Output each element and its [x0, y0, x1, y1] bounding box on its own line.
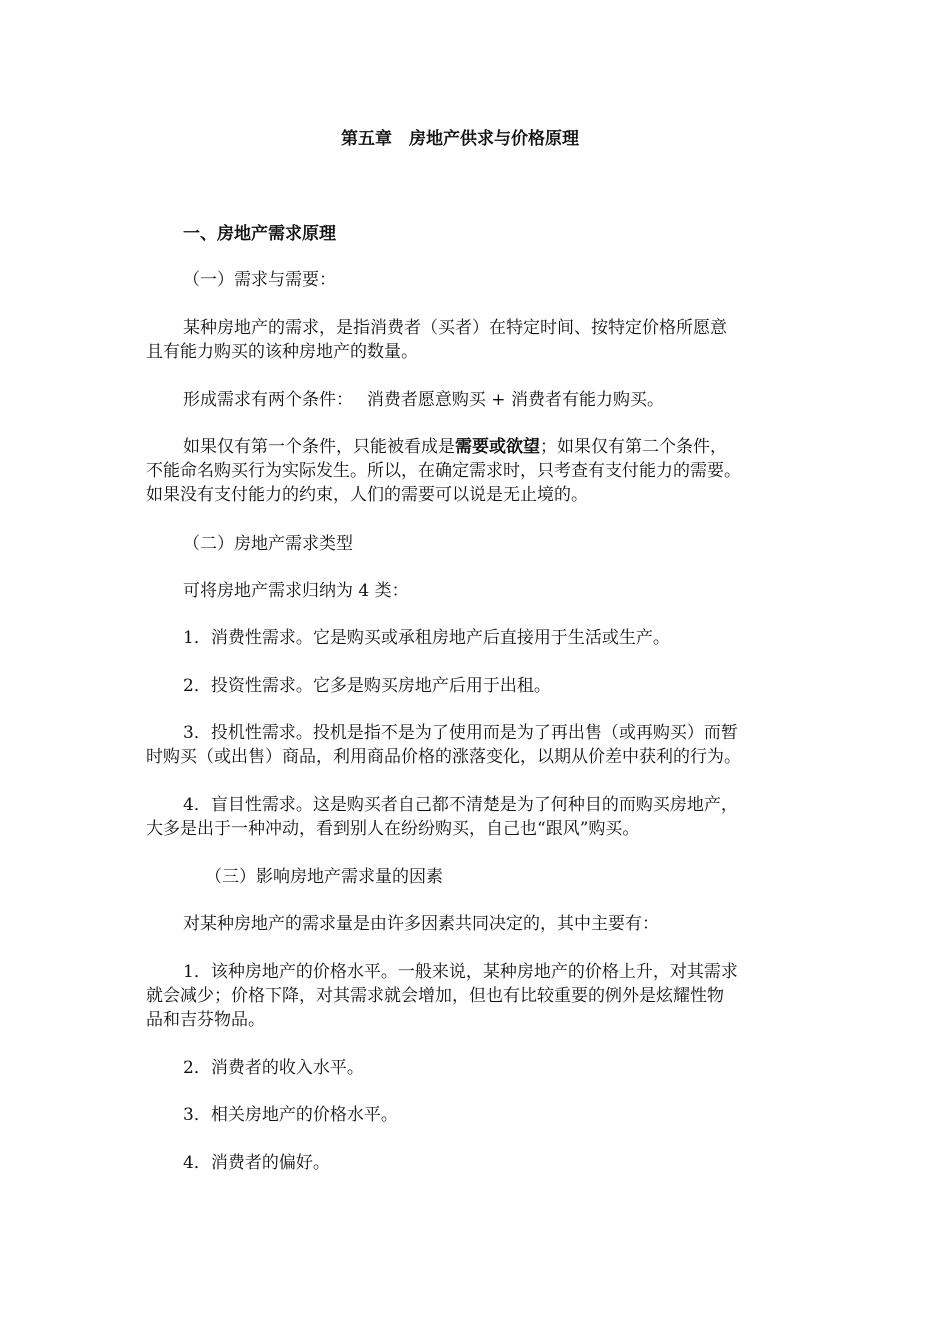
list-item-type-2: 2．投资性需求。它多是购买房地产后用于出租。: [183, 676, 551, 696]
list-item-type-4-line-2: 大多是出于一种冲动，看到别人在纷纷购买，自己也“跟风”购买。: [146, 819, 640, 839]
chapter-title: 第五章 房地产供求与价格原理: [341, 129, 579, 149]
subsection-heading-1: （一）需求与需要：: [183, 270, 336, 290]
factor-4: 4．消费者的偏好。: [183, 1153, 330, 1173]
factor-2: 2．消费者的收入水平。: [183, 1058, 364, 1078]
paragraph-2: 形成需求有两个条件： 消费者愿意购买 + 消费者有能力购买。: [183, 390, 664, 410]
subsection-heading-3: （三）影响房地产需求量的因素: [205, 867, 443, 887]
paragraph-3-line-1: [183, 437, 727, 457]
paragraph-3-bold-term: 需要或欲望: [455, 437, 540, 457]
list-item-type-4-line-1: 4．盲目性需求。这是购买者自己都不清楚是为了何种目的而购买房地产，: [183, 795, 738, 815]
section-heading: 一、房地产需求原理: [183, 224, 336, 244]
paragraph-3-line-2: 不能命名购买行为实际发生。所以，在确定需求时，只考查有支付能力的需要。: [146, 461, 741, 481]
paragraph-1-line-2: 且有能力购买的该种房地产的数量。: [146, 342, 418, 362]
factor-3: 3．相关房地产的价格水平。: [183, 1105, 398, 1125]
paragraph-3-text-a: 如果仅有第一个条件，只能被看成是: [183, 437, 455, 457]
factor-1-line-3: 品和吉芬物品。: [146, 1010, 265, 1030]
factor-1-line-2: 就会减少；价格下降，对其需求就会增加，但也有比较重要的例外是炫耀性物: [146, 986, 724, 1006]
list-item-type-3-line-1: 3．投机性需求。投机是指不是为了使用而是为了再出售（或再购买）而暂: [183, 723, 738, 743]
paragraph-3-text-b: ；如果仅有第二个条件，: [540, 437, 727, 457]
list-item-type-3-line-2: 时购买（或出售）商品，利用商品价格的涨落变化，以期从价差中获利的行为。: [146, 747, 741, 767]
list-item-type-1: 1．消费性需求。它是购买或承租房地产后直接用于生活或生产。: [183, 628, 670, 648]
paragraph-5: 对某种房地产的需求量是由许多因素共同决定的，其中主要有：: [183, 914, 659, 934]
paragraph-1-line-1: 某种房地产的需求，是指消费者（买者）在特定时间、按特定价格所愿意: [183, 318, 727, 338]
paragraph-3-line-3: 如果没有支付能力的约束，人们的需要可以说是无止境的。: [146, 485, 588, 505]
subsection-heading-2: （二）房地产需求类型: [183, 534, 353, 554]
paragraph-4: 可将房地产需求归纳为 4 类：: [183, 581, 409, 601]
factor-1-line-1: 1．该种房地产的价格水平。一般来说，某种房地产的价格上升，对其需求: [183, 962, 738, 982]
